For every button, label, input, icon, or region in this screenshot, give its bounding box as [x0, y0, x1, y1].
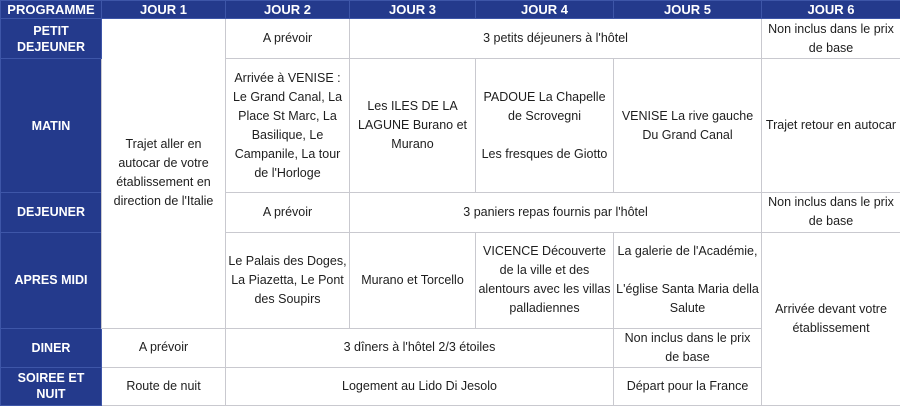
cell-jour5-soiree: Départ pour la France: [614, 367, 762, 405]
cell-jour4-matin-line2: Les fresques de Giotto: [481, 146, 608, 161]
row-label-petit-dejeuner: PETIT DEJEUNER: [1, 19, 102, 59]
cell-jour5-apres-line2: L'église Santa Maria della Salute: [616, 282, 759, 316]
header-programme: PROGRAMME: [1, 1, 102, 19]
cell-jours234-diner: 3 dîners à l'hôtel 2/3 étoiles: [226, 328, 614, 367]
cell-jour1-soiree: Route de nuit: [102, 367, 226, 405]
cell-text: Trajet aller en autocar de votre établissement en direction de l'Italie: [113, 137, 214, 209]
row-label-dejeuner: DEJEUNER: [1, 193, 102, 232]
cell-jour5-apres-midi: [614, 232, 762, 328]
row-label-diner: DINER: [1, 328, 102, 367]
cell-jour1-diner: A prévoir: [102, 328, 226, 367]
row-label-apres-midi: APRES MIDI: [1, 232, 102, 328]
cell-jour4-matin-line1: PADOUE La Chapelle de Scrovegni: [483, 89, 606, 123]
cell-jour4-apres-midi: VICENCE Découverte de la ville et des alentours avec les villas palladiennes: [476, 232, 614, 328]
header-row: [1, 1, 900, 19]
row-petit-dejeuner: [1, 19, 900, 59]
cell-spacer: [616, 261, 759, 280]
row-label-matin: MATIN: [1, 59, 102, 193]
cell-jours345-dejeuner: 3 paniers repas fournis par l'hôtel: [350, 193, 762, 232]
cell-jour3-apres-midi: Murano et Torcello: [350, 232, 476, 328]
header-jour-2: JOUR 2: [226, 1, 350, 19]
cell-jour5-apres-line1: La galerie de l'Académie,: [617, 244, 758, 259]
cell-jour3-matin: Les ILES DE LA LAGUNE Burano et Murano: [350, 59, 476, 193]
cell-jour6-arrivee: Arrivée devant votre établissement: [762, 232, 900, 405]
cell-jours345-petit-dejeuner: 3 petits déjeuners à l'hôtel: [350, 19, 762, 59]
header-jour-6: JOUR 6: [762, 1, 900, 19]
cell-jour2-petit-dejeuner: A prévoir: [226, 19, 350, 59]
cell-jour4-matin: [476, 59, 614, 193]
header-jour-3: JOUR 3: [350, 1, 476, 19]
cell-jour1-trajet-aller: [102, 19, 226, 329]
cell-jour6-petit-dejeuner: Non inclus dans le prix de base: [762, 19, 900, 59]
cell-jour2-matin: Arrivée à VENISE : Le Grand Canal, La Place St Marc, La Basilique, Le Campanile, La tour de l'Horloge: [226, 59, 350, 193]
cell-jour5-matin: VENISE La rive gauche Du Grand Canal: [614, 59, 762, 193]
cell-spacer: [478, 126, 611, 145]
cell-jour2-apres-midi: Le Palais des Doges, La Piazetta, Le Pont des Soupirs: [226, 232, 350, 328]
cell-jour2-dejeuner: A prévoir: [226, 193, 350, 232]
cell-jours234-soiree: Logement au Lido Di Jesolo: [226, 367, 614, 405]
cell-jour6-matin: Trajet retour en autocar: [762, 59, 900, 193]
cell-jour5-diner: Non inclus dans le prix de base: [614, 328, 762, 367]
header-jour-5: JOUR 5: [614, 1, 762, 19]
row-label-soiree-et-nuit: SOIREE ET NUIT: [1, 367, 102, 405]
header-jour-1: JOUR 1: [102, 1, 226, 19]
header-jour-4: JOUR 4: [476, 1, 614, 19]
cell-jour6-dejeuner: Non inclus dans le prix de base: [762, 193, 900, 232]
